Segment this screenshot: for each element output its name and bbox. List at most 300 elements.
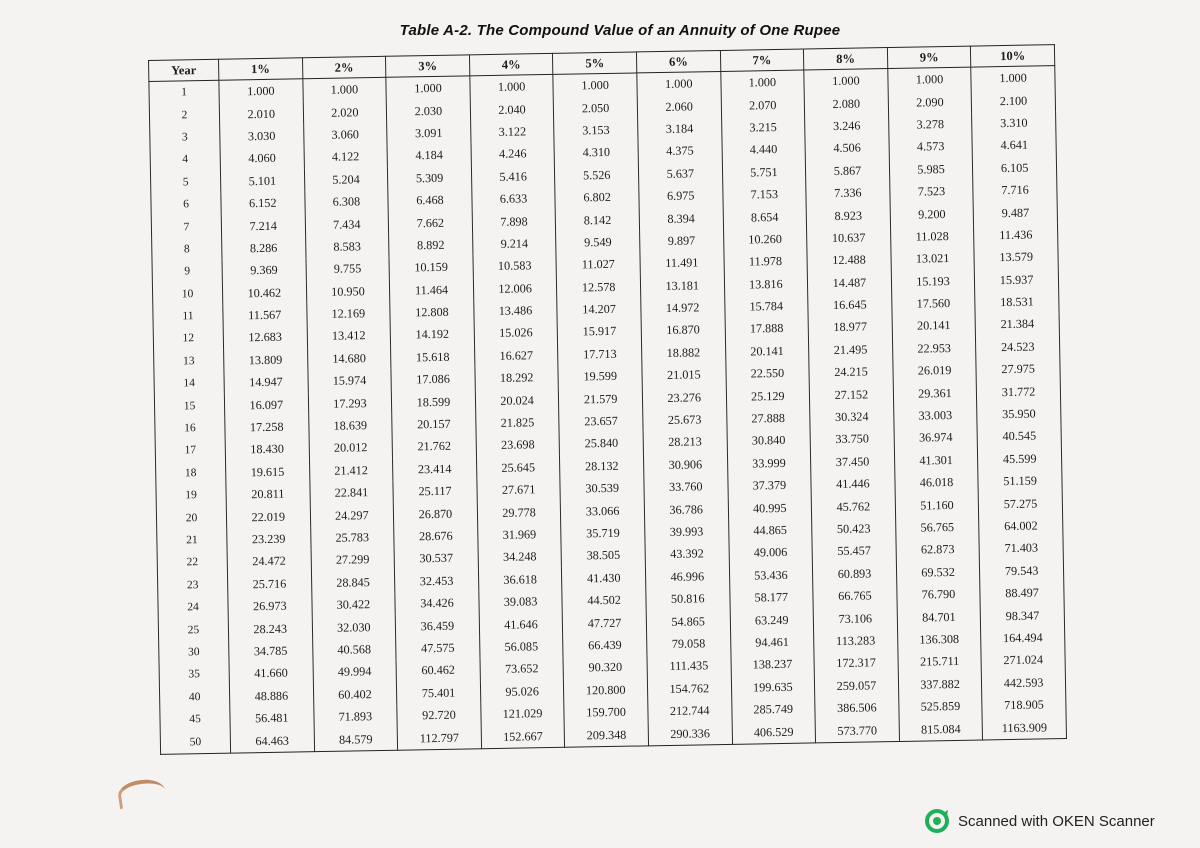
value-cell: 22.841: [309, 481, 393, 505]
value-cell: 259.057: [814, 674, 898, 698]
annuity-table: [148, 44, 1067, 754]
value-cell: 25.783: [310, 526, 394, 550]
value-cell: 121.029: [481, 702, 565, 726]
value-cell: 48.886: [229, 684, 313, 708]
value-cell: 4.184: [387, 144, 471, 168]
value-cell: 5.526: [555, 163, 639, 187]
value-cell: 20.024: [475, 388, 559, 412]
value-cell: 38.505: [561, 544, 645, 568]
value-cell: 46.996: [645, 564, 729, 588]
value-cell: 25.117: [393, 479, 477, 503]
value-cell: 31.772: [977, 380, 1061, 404]
year-cell: 2: [149, 103, 219, 127]
value-cell: 35.719: [561, 521, 645, 545]
value-cell: 11.567: [223, 303, 307, 327]
value-cell: 29.361: [893, 381, 977, 405]
value-cell: 19.615: [226, 460, 310, 484]
value-cell: 13.809: [224, 348, 308, 372]
value-cell: 20.811: [226, 482, 310, 506]
value-cell: 7.153: [722, 182, 806, 206]
value-cell: 30.537: [394, 546, 478, 570]
value-cell: 33.750: [810, 427, 894, 451]
year-cell: 40: [159, 685, 229, 709]
value-cell: 23.276: [642, 385, 726, 409]
header-rate: 8%: [804, 48, 888, 70]
value-cell: 8.286: [222, 236, 306, 260]
value-cell: 215.711: [898, 650, 982, 674]
annuity-table-container: [148, 44, 1066, 754]
value-cell: 4.440: [722, 138, 806, 162]
year-cell: 11: [153, 305, 223, 329]
value-cell: 22.550: [725, 362, 809, 386]
value-cell: 17.560: [891, 291, 975, 315]
value-cell: 23.239: [227, 527, 311, 551]
value-cell: 90.320: [563, 655, 647, 679]
value-cell: 17.713: [558, 342, 642, 366]
year-cell: 22: [157, 551, 227, 575]
value-cell: 12.578: [557, 275, 641, 299]
value-cell: 37.450: [811, 450, 895, 474]
value-cell: 21.412: [309, 458, 393, 482]
value-cell: 25.840: [559, 432, 643, 456]
value-cell: 66.439: [563, 633, 647, 657]
value-cell: 2.020: [303, 100, 387, 124]
value-cell: 1.000: [386, 76, 470, 100]
value-cell: 3.091: [387, 121, 471, 145]
value-cell: 76.790: [897, 583, 981, 607]
value-cell: 18.292: [475, 366, 559, 390]
value-cell: 1.000: [971, 66, 1055, 90]
value-cell: 1.000: [720, 70, 804, 94]
value-cell: 4.375: [638, 139, 722, 163]
value-cell: 6.802: [555, 185, 639, 209]
value-cell: 6.468: [388, 188, 472, 212]
value-cell: 20.012: [309, 436, 393, 460]
year-cell: 17: [155, 439, 225, 463]
value-cell: 1.000: [888, 67, 972, 91]
value-cell: 11.464: [390, 278, 474, 302]
value-cell: 15.937: [975, 268, 1059, 292]
value-cell: 7.898: [472, 209, 556, 233]
value-cell: 18.531: [975, 290, 1059, 314]
value-cell: 13.816: [724, 272, 808, 296]
value-cell: 17.258: [225, 415, 309, 439]
value-cell: 18.639: [308, 414, 392, 438]
header-rate: 6%: [636, 50, 720, 72]
value-cell: 44.502: [562, 588, 646, 612]
value-cell: 2.040: [470, 97, 554, 121]
value-cell: 4.573: [889, 135, 973, 159]
year-cell: 20: [156, 506, 226, 530]
value-cell: 21.579: [559, 387, 643, 411]
value-cell: 5.751: [722, 160, 806, 184]
value-cell: 66.765: [813, 584, 897, 608]
value-cell: 34.426: [395, 591, 479, 615]
value-cell: 19.599: [558, 364, 642, 388]
year-cell: 25: [158, 618, 228, 642]
value-cell: 27.299: [311, 548, 395, 572]
value-cell: 9.200: [890, 202, 974, 226]
value-cell: 6.308: [304, 190, 388, 214]
value-cell: 1.000: [219, 79, 303, 103]
value-cell: 15.974: [308, 369, 392, 393]
value-cell: 39.993: [645, 520, 729, 544]
value-cell: 4.060: [220, 146, 304, 170]
value-cell: 15.784: [724, 294, 808, 318]
value-cell: 31.969: [477, 523, 561, 547]
value-cell: 20.141: [892, 314, 976, 338]
value-cell: 41.660: [229, 661, 313, 685]
value-cell: 16.870: [641, 318, 725, 342]
value-cell: 5.309: [388, 166, 472, 190]
year-cell: 6: [151, 193, 221, 217]
value-cell: 53.436: [729, 563, 813, 587]
value-cell: 164.494: [981, 626, 1065, 650]
value-cell: 56.481: [230, 706, 314, 730]
header-rate: 2%: [302, 56, 386, 78]
value-cell: 113.283: [814, 629, 898, 653]
value-cell: 199.635: [731, 675, 815, 699]
table-title: Table A-2. The Compound Value of an Annuity of One Rupee: [399, 22, 841, 39]
value-cell: 33.760: [644, 475, 728, 499]
value-cell: 3.153: [554, 118, 638, 142]
year-cell: 1: [149, 80, 219, 104]
value-cell: 13.021: [891, 247, 975, 271]
value-cell: 98.347: [980, 603, 1064, 627]
value-cell: 2.080: [804, 91, 888, 115]
value-cell: 57.275: [979, 491, 1063, 515]
value-cell: 9.369: [222, 258, 306, 282]
value-cell: 50.816: [646, 587, 730, 611]
value-cell: 3.278: [888, 112, 972, 136]
value-cell: 8.394: [639, 206, 723, 230]
value-cell: 41.646: [479, 612, 563, 636]
value-cell: 27.975: [976, 357, 1060, 381]
value-cell: 45.762: [811, 494, 895, 518]
value-cell: 71.893: [313, 705, 397, 729]
value-cell: 23.698: [476, 433, 560, 457]
header-year: Year: [149, 59, 219, 81]
value-cell: 34.785: [229, 639, 313, 663]
scanner-label: Scanned with OKEN Scanner: [958, 812, 1155, 830]
value-cell: 12.006: [473, 276, 557, 300]
value-cell: 28.132: [560, 454, 644, 478]
value-cell: 43.392: [645, 542, 729, 566]
value-cell: 39.083: [479, 590, 563, 614]
value-cell: 337.882: [898, 672, 982, 696]
value-cell: 7.434: [305, 212, 389, 236]
value-cell: 120.800: [564, 678, 648, 702]
value-cell: 159.700: [564, 700, 648, 724]
value-cell: 28.845: [311, 570, 395, 594]
value-cell: 56.085: [479, 635, 563, 659]
value-cell: 18.977: [808, 315, 892, 339]
value-cell: 34.248: [478, 545, 562, 569]
value-cell: 7.336: [806, 181, 890, 205]
value-cell: 37.379: [727, 473, 811, 497]
value-cell: 9.549: [556, 230, 640, 254]
value-cell: 50.423: [812, 517, 896, 541]
header-rate: 10%: [971, 45, 1055, 67]
value-cell: 27.152: [809, 382, 893, 406]
value-cell: 41.446: [811, 472, 895, 496]
value-cell: 13.181: [640, 273, 724, 297]
value-cell: 6.152: [221, 191, 305, 215]
value-cell: 17.086: [391, 367, 475, 391]
value-cell: 12.808: [390, 300, 474, 324]
value-cell: 11.978: [723, 250, 807, 274]
year-cell: 3: [150, 125, 220, 149]
value-cell: 8.142: [556, 208, 640, 232]
value-cell: 136.308: [897, 627, 981, 651]
table-body: [149, 66, 1067, 754]
value-cell: 15.917: [558, 320, 642, 344]
value-cell: 25.716: [227, 572, 311, 596]
value-cell: 9.214: [472, 232, 556, 256]
value-cell: 4.246: [471, 142, 555, 166]
value-cell: 212.744: [648, 699, 732, 723]
value-cell: 5.867: [806, 159, 890, 183]
value-cell: 18.882: [641, 341, 725, 365]
value-cell: 10.950: [306, 279, 390, 303]
value-cell: 15.618: [391, 345, 475, 369]
year-cell: 30: [159, 640, 229, 664]
value-cell: 16.645: [808, 293, 892, 317]
value-cell: 22.019: [226, 505, 310, 529]
value-cell: 10.583: [473, 254, 557, 278]
value-cell: 69.532: [896, 560, 980, 584]
year-cell: 5: [150, 170, 220, 194]
year-cell: 14: [154, 372, 224, 396]
value-cell: 18.430: [225, 437, 309, 461]
year-cell: 15: [154, 394, 224, 418]
value-cell: 5.204: [304, 167, 388, 191]
value-cell: 40.545: [977, 424, 1061, 448]
finger-shadow: [116, 777, 166, 809]
value-cell: 25.129: [726, 384, 810, 408]
year-cell: 12: [153, 327, 223, 351]
value-cell: 26.019: [893, 359, 977, 383]
value-cell: 9.897: [640, 229, 724, 253]
value-cell: 2.090: [888, 90, 972, 114]
value-cell: 6.633: [472, 187, 556, 211]
year-cell: 10: [152, 282, 222, 306]
value-cell: 1.000: [637, 71, 721, 95]
value-cell: 44.865: [728, 518, 812, 542]
value-cell: 27.888: [726, 406, 810, 430]
value-cell: 12.683: [223, 326, 307, 350]
value-cell: 40.995: [728, 496, 812, 520]
value-cell: 154.762: [647, 676, 731, 700]
value-cell: 9.487: [973, 200, 1057, 224]
value-cell: 22.953: [892, 336, 976, 360]
header-rate: 7%: [720, 49, 804, 71]
value-cell: 54.865: [646, 609, 730, 633]
value-cell: 36.459: [395, 614, 479, 638]
value-cell: 3.030: [220, 124, 304, 148]
value-cell: 79.543: [980, 559, 1064, 583]
value-cell: 4.641: [972, 133, 1056, 157]
value-cell: 21.825: [475, 411, 559, 435]
value-cell: 21.384: [975, 312, 1059, 336]
value-cell: 36.974: [894, 426, 978, 450]
value-cell: 11.491: [640, 251, 724, 275]
value-cell: 2.060: [637, 94, 721, 118]
value-cell: 4.122: [304, 145, 388, 169]
value-cell: 1163.909: [982, 715, 1066, 739]
value-cell: 11.436: [974, 223, 1058, 247]
year-cell: 18: [156, 461, 226, 485]
value-cell: 95.026: [480, 679, 564, 703]
header-rate: 4%: [469, 53, 553, 75]
value-cell: 27.671: [477, 478, 561, 502]
value-cell: 36.786: [644, 497, 728, 521]
value-cell: 64.463: [230, 728, 314, 752]
value-cell: 2.100: [971, 89, 1055, 113]
value-cell: 73.652: [480, 657, 564, 681]
value-cell: 24.523: [976, 335, 1060, 359]
value-cell: 51.160: [895, 493, 979, 517]
value-cell: 13.579: [974, 245, 1058, 269]
value-cell: 14.680: [307, 346, 391, 370]
value-cell: 290.336: [648, 721, 732, 745]
value-cell: 14.947: [224, 370, 308, 394]
value-cell: 28.243: [228, 617, 312, 641]
value-cell: 172.317: [814, 651, 898, 675]
value-cell: 3.215: [721, 115, 805, 139]
value-cell: 10.260: [723, 227, 807, 251]
value-cell: 15.193: [891, 269, 975, 293]
value-cell: 1.000: [553, 73, 637, 97]
value-cell: 26.973: [228, 594, 312, 618]
value-cell: 3.246: [805, 114, 889, 138]
value-cell: 2.070: [721, 93, 805, 117]
value-cell: 10.637: [807, 226, 891, 250]
value-cell: 60.893: [813, 562, 897, 586]
value-cell: 33.066: [561, 499, 645, 523]
value-cell: 45.599: [978, 447, 1062, 471]
value-cell: 442.593: [982, 671, 1066, 695]
value-cell: 33.003: [893, 403, 977, 427]
value-cell: 2.010: [219, 102, 303, 126]
value-cell: 41.430: [562, 566, 646, 590]
value-cell: 2.050: [554, 96, 638, 120]
value-cell: 718.905: [982, 693, 1066, 717]
year-cell: 4: [150, 148, 220, 172]
value-cell: 60.462: [396, 658, 480, 682]
value-cell: 11.028: [890, 224, 974, 248]
value-cell: 209.348: [565, 723, 649, 747]
value-cell: 17.888: [725, 317, 809, 341]
year-cell: 24: [158, 596, 228, 620]
value-cell: 14.972: [641, 296, 725, 320]
year-cell: 13: [154, 349, 224, 373]
value-cell: 4.506: [805, 136, 889, 160]
value-cell: 5.101: [220, 169, 304, 193]
value-cell: 46.018: [895, 471, 979, 495]
value-cell: 386.506: [815, 696, 899, 720]
value-cell: 14.487: [807, 271, 891, 295]
value-cell: 3.184: [638, 117, 722, 141]
value-cell: 26.870: [393, 502, 477, 526]
value-cell: 25.645: [476, 455, 560, 479]
value-cell: 30.539: [560, 476, 644, 500]
value-cell: 5.985: [889, 157, 973, 181]
value-cell: 406.529: [732, 720, 816, 744]
value-cell: 24.472: [227, 549, 311, 573]
value-cell: 3.122: [470, 120, 554, 144]
value-cell: 24.215: [809, 360, 893, 384]
oken-scanner-icon: [924, 808, 950, 834]
value-cell: 30.422: [311, 593, 395, 617]
value-cell: 75.401: [397, 681, 481, 705]
header-rate: 9%: [887, 46, 971, 68]
header-rate: 3%: [386, 55, 470, 77]
value-cell: 1.000: [470, 74, 554, 98]
value-cell: 7.523: [889, 180, 973, 204]
value-cell: 32.453: [395, 569, 479, 593]
year-cell: 19: [156, 484, 226, 508]
value-cell: 79.058: [647, 632, 731, 656]
value-cell: 152.667: [481, 724, 565, 748]
value-cell: 4.310: [554, 141, 638, 165]
value-cell: 49.006: [729, 541, 813, 565]
value-cell: 84.701: [897, 605, 981, 629]
value-cell: 24.297: [310, 503, 394, 527]
value-cell: 41.301: [894, 448, 978, 472]
value-cell: 12.169: [306, 302, 390, 326]
value-cell: 84.579: [314, 727, 398, 751]
header-rate: 5%: [553, 52, 637, 74]
value-cell: 5.637: [638, 162, 722, 186]
value-cell: 18.599: [392, 390, 476, 414]
value-cell: 21.495: [809, 338, 893, 362]
value-cell: 23.414: [393, 457, 477, 481]
value-cell: 9.755: [306, 257, 390, 281]
value-cell: 7.662: [388, 211, 472, 235]
value-cell: 33.999: [727, 451, 811, 475]
value-cell: 58.177: [729, 585, 813, 609]
value-cell: 112.797: [397, 726, 481, 750]
value-cell: 7.214: [221, 214, 305, 238]
value-cell: 1.000: [804, 69, 888, 93]
value-cell: 49.994: [313, 660, 397, 684]
value-cell: 15.026: [474, 321, 558, 345]
year-cell: 35: [159, 663, 229, 687]
value-cell: 6.975: [639, 184, 723, 208]
value-cell: 40.568: [312, 637, 396, 661]
value-cell: 573.770: [815, 718, 899, 742]
value-cell: 8.583: [305, 235, 389, 259]
value-cell: 111.435: [647, 654, 731, 678]
value-cell: 32.030: [312, 615, 396, 639]
value-cell: 13.486: [474, 299, 558, 323]
value-cell: 10.462: [222, 281, 306, 305]
value-cell: 1.000: [302, 77, 386, 101]
value-cell: 36.618: [478, 567, 562, 591]
value-cell: 21.015: [642, 363, 726, 387]
value-cell: 8.892: [389, 233, 473, 257]
value-cell: 5.416: [471, 164, 555, 188]
value-cell: 6.105: [973, 156, 1057, 180]
value-cell: 13.412: [307, 324, 391, 348]
year-cell: 8: [152, 237, 222, 261]
value-cell: 47.727: [563, 611, 647, 635]
value-cell: 3.060: [303, 123, 387, 147]
value-cell: 30.906: [643, 453, 727, 477]
value-cell: 3.310: [972, 111, 1056, 135]
value-cell: 47.575: [396, 636, 480, 660]
